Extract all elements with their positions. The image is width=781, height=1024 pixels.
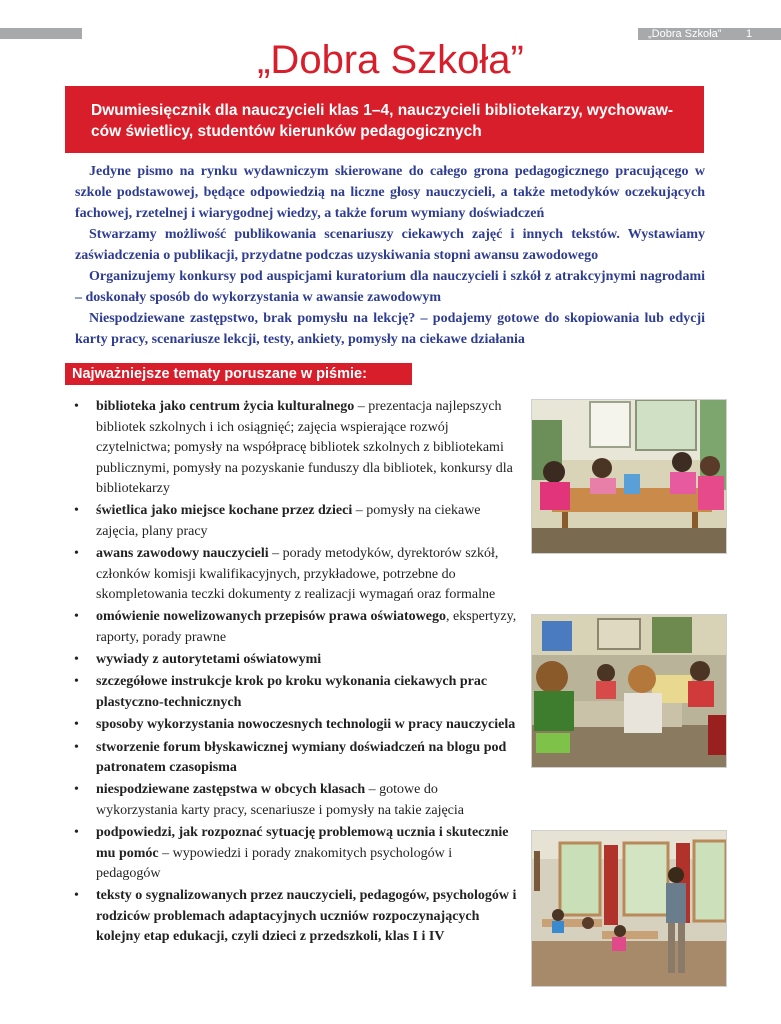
page-number: 1 [746,28,753,40]
topic-item [74,886,520,948]
topic-bold: szczegółowe instrukcje krok po kroku wykonania ciekawych prac plastyczno-technicznych [96,674,488,710]
topic-bold: sposoby wykorzystania nowoczesnych technologii w pracy nauczyciela [96,717,516,733]
topic-bold: wywiady z autorytetami oświatowymi [96,652,322,668]
topic-item [74,715,520,736]
topic-bold: stworzenie forum błyskawicznej wymiany doświadczeń na blogu pod patronatem czasopisma [96,739,507,776]
bullet-icon: • [74,888,79,904]
bullet-icon: • [74,546,79,562]
intro-section [75,161,705,350]
topic-rest: – pomysły na ciekawe zajęcia, plany pracy [96,503,481,539]
topic-bold: niespodziewane zastępstwa w obcych klasach [96,782,366,798]
classroom-photo-teacher [531,830,727,987]
topic-bold: biblioteka jako centrum życia kulturalnego [96,399,355,414]
subtitle-text: Dwumiesięcznik dla nauczycieli klas 1–4, nauczycieli bibliotekarzy, wychowawców świetlicy, studentów kierunków pedagogicznych [91,102,674,140]
intro-paragraph: Jedyne pismo na rynku wydawniczym skierowane do całego grona pedagogicznego pracującego w szkole podstawowej, będące odpowiedzią na liczne głosy nauczycieli, a także metodyków oczekujących fachowej, rzetelnej i wiarygodnej wiedzy, a także forum wymiany doświadczeń [75,164,705,221]
bullet-icon: • [74,609,79,625]
topic-item [74,501,520,542]
topic-rest: – wypowiedzi i porady znakomitych psychologów i pedagogów [96,845,453,882]
page-title: „Dobra Szkoła” [257,38,524,82]
topic-rest: – gotowe do wykorzystania karty pracy, scenariusze i pomysły na takie zajęcia [96,782,464,818]
topic-bold: teksty o sygnalizowanych przez nauczycieli, pedagogów, psychologów i rodziców problemach adaptacyjnych uczniów rozpoczynających kolejny etap edukacji, czyli dzieci z przedszkoli, klas I i IV [96,888,517,945]
topics-list [74,397,520,950]
topic-bold: omówienie nowelizowanych przepisów prawa oświatowego [96,609,446,625]
topic-rest: , ekspertyzy, raporty, porady prawne [96,609,517,645]
running-title: „Dobra Szkoła” [648,28,722,40]
topic-item [74,650,520,671]
bullet-icon: • [74,674,79,690]
bullet-icon: • [74,399,79,414]
topic-bold: awans zawodowy nauczycieli [96,546,269,562]
topic-item [74,672,520,713]
subtitle-banner [65,86,704,153]
classroom-photo-desks [531,614,727,768]
topic-rest: – prezentacja najlepszych bibliotek szkolnych i ich osiągnięć; zajęcia wspierające rozwój czytelnictwa; pomysły na współpracę bibliotek szkolnych z bibliotekami publicznymi, pomysły na pozyskanie funduszy dla bibliotek, konkursy dla bibliotekarzy [96,399,513,496]
topic-item [74,397,520,500]
topic-item [74,738,520,779]
bullet-icon: • [74,825,79,841]
bullet-icon: • [74,652,79,668]
bullet-icon: • [74,782,79,798]
topic-item [74,780,520,821]
topics-heading: Najważniejsze tematy poruszane w piśmie: [65,363,412,385]
topic-bold: świetlica jako miejsce kochane przez dzieci [96,503,353,519]
bullet-icon: • [74,503,79,519]
intro-paragraph: Organizujemy konkursy pod auspicjami kuratorium dla nauczycieli i szkół z atrakcyjnymi nagrodami – doskonały sposób do wykorzystania w awansie zawodowym [75,269,705,305]
intro-paragraph: Niespodziewane zastępstwo, brak pomysłu na lekcję? – podajemy gotowe do skopiowania lub edycji karty pracy, scenariusze lekcji, testy, ankiety, pomysły na ciekawe działania [75,311,705,347]
topic-rest: – porady metodyków, dyrektorów szkół, członków komisji kwalifikacyjnych, przykładowe, potrzebne do skompletowania teczki dokumenty z realizacji wymagań oraz formalne [96,546,499,603]
classroom-photo-library [531,399,727,554]
topic-item [74,823,520,885]
bullet-icon: • [74,739,79,755]
topic-item [74,544,520,606]
topic-bold: podpowiedzi, jak rozpoznać sytuację problemową ucznia i skutecznie mu pomóc [96,825,509,861]
topic-item [74,607,520,648]
bullet-icon: • [74,717,79,733]
intro-paragraph: Stwarzamy możliwość publikowania scenariuszy ciekawych zajęć i innych tekstów. Wystawiamy zaświadczenia o publikacji, przydatne podczas uzyskiwania stopni awansu zawodowego [75,227,705,263]
